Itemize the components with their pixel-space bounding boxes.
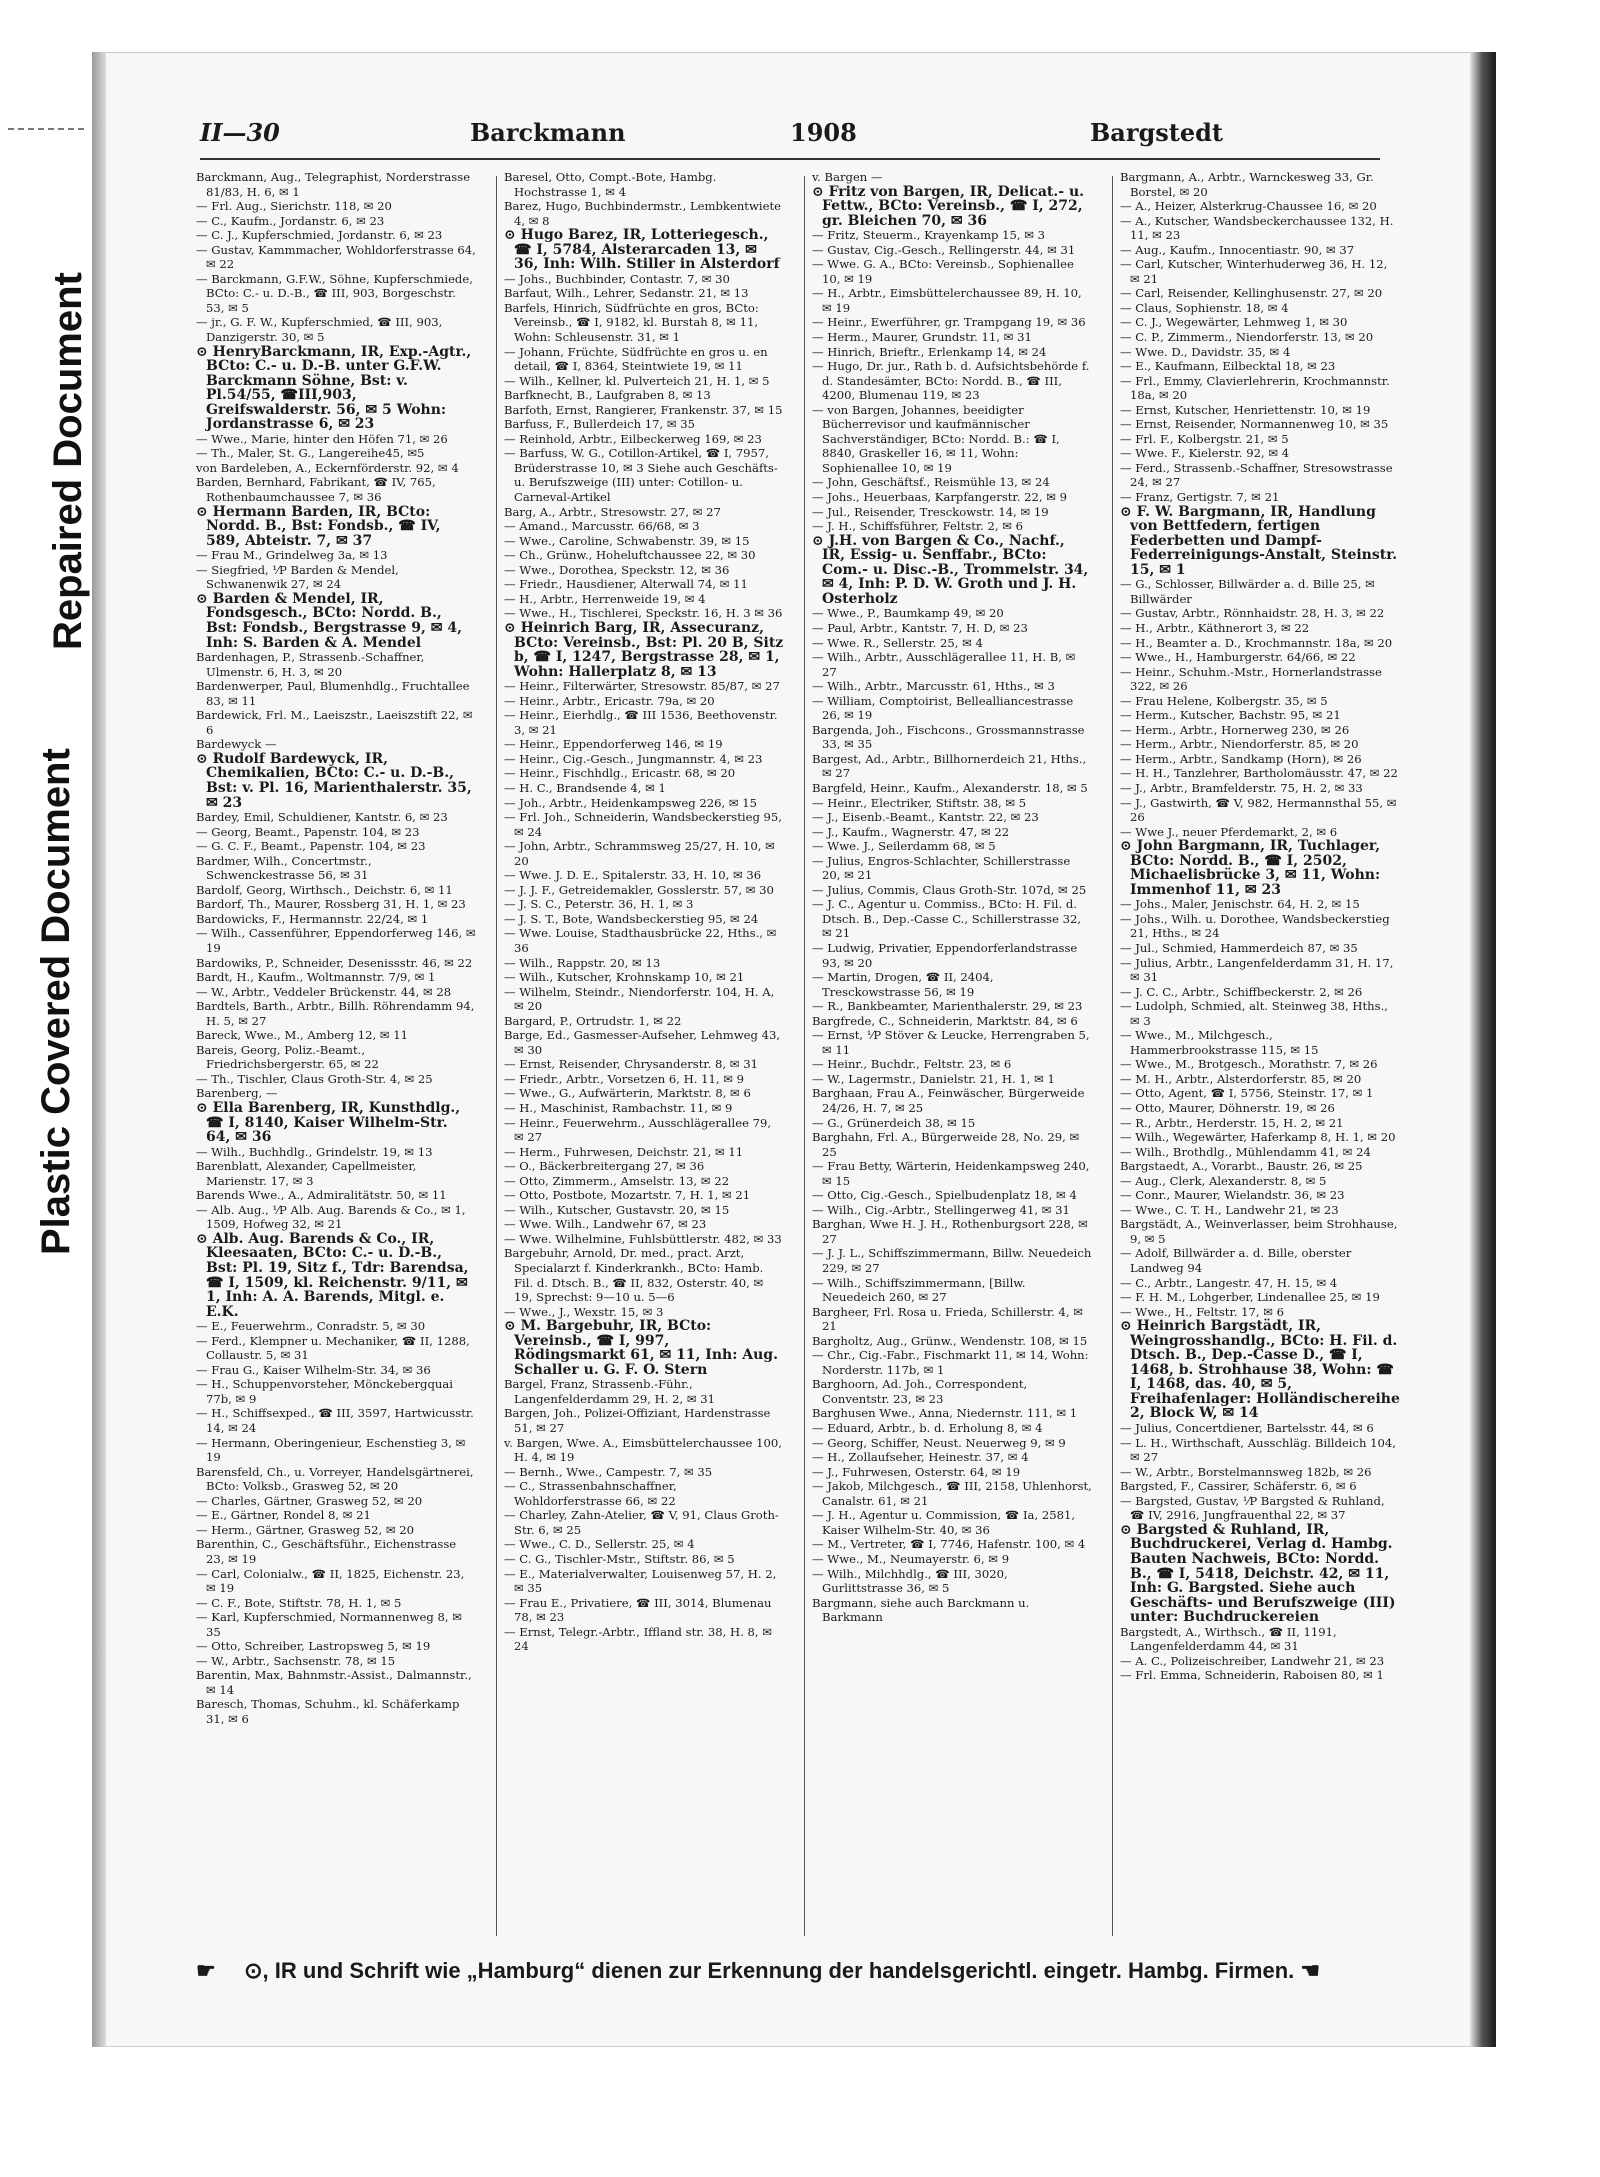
directory-columns — [196, 170, 1400, 1950]
directory-entry: — J. C., Agentur u. Commiss., BCto: H. Fil. d. Dtsch. B., Dep.-Casse C., Schillerstrasse 32, ✉ 21 — [812, 897, 1082, 941]
directory-entry: Barghaan, Frau A., Feinwäscher, Bürgerweide 24/26, H. 7, ✉ 25 — [812, 1086, 1085, 1115]
directory-entry: Barden, Bernhard, Fabrikant, ☎ IV, 765, Rothenbaumchaussee 7, ✉ 36 — [196, 475, 436, 505]
directory-entry: — Wwe., Marie, hinter den Höfen 71, ✉ 26 — [196, 431, 448, 446]
directory-entry: — H., Maschinist, Rambachstr. 11, ✉ 9 — [504, 1101, 733, 1115]
directory-entry: — Wwe., J., Wexstr. 15, ✉ 3 — [504, 1304, 664, 1319]
directory-entry: Bargstedt, A., Wirthsch., ☎ II, 1191, Langenfelderdamm 44, ✉ 31 — [1120, 1624, 1337, 1654]
directory-entry: — E., Feuerwehrm., Conradstr. 5, ✉ 30 — [196, 1319, 426, 1334]
directory-entry: — Herm., Arbtr., Niendorferstr. 85, ✉ 20 — [1120, 737, 1359, 752]
directory-entry: — Wilh., Arbtr., Marcusstr. 61, Hths., ✉ 3 — [812, 679, 1055, 694]
directory-entry: — von Bargen, Johannes, beeidigter Bücherrevisor und kaufmännischer Sachverständiger, BCto: Nordd. B.: ☎ I, 8840, Graskeller 16, ✉ 11, Wohn: Sophienallee 10, ✉ 19 — [812, 402, 1060, 475]
directory-entry: ⊙ J.H. von Bargen & Co., Nachf., IR, Essig- u. Senffabr., BCto: Com.- u. Disc.-B., Trommelstr. 34, ✉ 4, Inh: P. D. W. Groth und J. H. Osterholz — [812, 532, 1089, 607]
directory-entry: — Heinr., Electriker, Stiftstr. 38, ✉ 5 — [812, 795, 1027, 810]
directory-entry: — O., Bäckerbreitergang 27, ✉ 36 — [504, 1159, 705, 1174]
directory-entry: — Wilh., Arbtr., Ausschlägerallee 11, H. B, ✉ 27 — [812, 650, 1076, 679]
directory-entry: — C. J., Wegewärter, Lehmweg 1, ✉ 30 — [1120, 315, 1348, 330]
directory-entry: Bardey, Emil, Schuldiener, Kantstr. 6, ✉ 23 — [196, 810, 448, 825]
directory-entry: — A., Kutscher, Wandsbeckerchaussee 132, H. 11, ✉ 23 — [1120, 213, 1394, 243]
directory-entry: — Ferd., Klempner u. Mechaniker, ☎ II, 1288, Collaustr. 5, ✉ 31 — [196, 1333, 470, 1363]
directory-entry: Barfaut, Wilh., Lehrer, Sedanstr. 21, ✉ 13 — [504, 286, 749, 301]
directory-entry: — Adolf, Billwärder a. d. Bille, oberster Landweg 94 — [1120, 1246, 1352, 1276]
directory-entry: ⊙ Hugo Barez, IR, Lotteriegesch., ☎ I, 5784, Alsterarcaden 13, ✉ 36, Inh: Wilh. Stiller in Alsterdorf — [504, 227, 780, 273]
directory-entry: — Heinr., Arbtr., Ericastr. 79a, ✉ 20 — [504, 693, 715, 708]
directory-entry: — Herm., Maurer, Grundstr. 11, ✉ 31 — [812, 330, 1032, 345]
directory-entry: — J. H., Schiffsführer, Feltstr. 2, ✉ 6 — [812, 519, 1024, 534]
directory-entry: — Carl, Kutscher, Winterhuderweg 36, H. 12, ✉ 21 — [1120, 257, 1388, 286]
directory-entry: — Heinr., Eierhdlg., ☎ III 1536, Beethovenstr. 3, ✉ 21 — [504, 708, 778, 737]
column-1 — [196, 170, 476, 1950]
directory-entry: — J., Gastwirth, ☎ V, 982, Hermannsthal 55, ✉ 26 — [1120, 795, 1397, 825]
directory-entry: — Th., Maler, St. G., Langereihe45, ✉5 — [196, 446, 425, 461]
column-divider — [804, 176, 805, 1936]
directory-entry: — Wilh., Cassenführer, Eppendorferweg 146, ✉ 19 — [196, 926, 476, 955]
directory-entry: — Wilh., Brothdlg., Mühlendamm 41, ✉ 24 — [1120, 1144, 1371, 1159]
directory-entry: — H., Arbtr., Eimsbüttelerchaussee 89, H. 10, ✉ 19 — [812, 286, 1082, 315]
directory-entry: ⊙ Bargsted & Ruhland, IR, Buchdruckerei, Verlag d. Hambg. Bauten Nachweis, BCto: Nordd. B., ☎ I, 5418, Deichstr. 42, ✉ 11, Inh: G. Bargsted. Siehe auch Geschäfts- und Berufszweige (III) unter: Buchdruckereien — [1120, 1521, 1396, 1626]
directory-entry: — Frl. Aug., Sierichstr. 118, ✉ 20 — [196, 199, 392, 214]
directory-entry: — Wwe. F., Kielerstr. 92, ✉ 4 — [1120, 446, 1290, 461]
directory-entry: ⊙ Heinrich Barg, IR, Assecuranz, BCto: Vereinsb., Bst: Pl. 20 B, Sitz b, ☎ I, 1247, Bergstrasse 28, ✉ 1, Wohn: Hallerplatz 8, ✉ 13 — [504, 619, 784, 680]
page-header — [200, 118, 1380, 154]
directory-entry: Bargfeld, Heinr., Kaufm., Alexanderstr. 18, ✉ 5 — [812, 780, 1088, 795]
directory-entry: v. Bargen — — [812, 170, 883, 184]
directory-entry: — Ernst, ⅟P Stöver & Leucke, Herrengraben 5, ✉ 11 — [812, 1028, 1090, 1057]
directory-entry: — H., Arbtr., Herrenweide 19, ✉ 4 — [504, 591, 706, 606]
directory-entry: — Otto, Zimmerm., Amselstr. 13, ✉ 22 — [504, 1173, 730, 1188]
directory-entry: — Wwe., M., Milchgesch., Hammerbrookstrasse 115, ✉ 15 — [1120, 1028, 1319, 1057]
directory-entry: — J. J. F., Getreidemakler, Gosslerstr. 57, ✉ 30 — [504, 882, 774, 897]
directory-entry: — G., Schlosser, Billwärder a. d. Bille 25, ✉ Billwärder — [1120, 577, 1375, 606]
directory-entry: Barckmann, Aug., Telegraphist, Norderstrasse 81/83, H. 6, ✉ 1 — [196, 170, 471, 199]
directory-entry: — R., Arbtr., Herderstr. 15, H. 2, ✉ 21 — [1120, 1115, 1344, 1130]
directory-entry: Bargheer, Frl. Rosa u. Frieda, Schillerstr. 4, ✉ 21 — [812, 1304, 1083, 1334]
directory-entry: — Herm., Fuhrwesen, Deichstr. 21, ✉ 11 — [504, 1144, 744, 1159]
directory-entry: Barg, A., Arbtr., Stresowstr. 27, ✉ 27 — [504, 504, 721, 519]
directory-entry: — J., Fuhrwesen, Osterstr. 64, ✉ 19 — [812, 1464, 1021, 1479]
directory-entry: — C. F., Bote, Stiftstr. 78, H. 1, ✉ 5 — [196, 1595, 402, 1610]
directory-entry: ⊙ Rudolf Bardewyck, IR, Chemikalien, BCto: C.- u. D.-B., Bst: v. Pl. 16, Marienthalerstr. 35, ✉ 23 — [196, 750, 472, 811]
directory-entry: — Jul., Reisender, Tresckowstr. 14, ✉ 19 — [812, 504, 1049, 519]
directory-entry: Barfels, Hinrich, Südfrüchte en gros, BCto: Vereinsb., ☎ I, 9182, kl. Burstah 8, ✉ 11, Wohn: Schleusenstr. 31, ✉ 1 — [504, 300, 759, 345]
directory-entry: — Th., Tischler, Claus Groth-Str. 4, ✉ 25 — [196, 1071, 433, 1086]
directory-entry: — M. H., Arbtr., Alsterdorferstr. 85, ✉ 20 — [1120, 1071, 1362, 1086]
directory-entry: — Fritz, Steuerm., Krayenkamp 15, ✉ 3 — [812, 228, 1046, 243]
directory-entry: — Ludolph, Schmied, alt. Steinweg 38, Hths., ✉ 3 — [1120, 999, 1388, 1028]
directory-entry: — Wwe., P., Baumkamp 49, ✉ 20 — [812, 606, 1004, 621]
directory-entry: Bardewick, Frl. M., Laeiszstr., Laeiszstift 22, ✉ 6 — [196, 708, 473, 737]
directory-entry: — H. H., Tanzlehrer, Bartholomäusstr. 47, ✉ 22 — [1120, 766, 1398, 781]
directory-entry: — Wwe. Louise, Stadthausbrücke 22, Hths., ✉ 36 — [504, 926, 777, 955]
directory-entry: — L. H., Wirthschaft, Ausschläg. Billdeich 104, ✉ 27 — [1120, 1435, 1396, 1465]
directory-entry: ⊙ M. Bargebuhr, IR, BCto: Vereinsb., ☎ I, 997, Rödingsmarkt 61, ✉ 11, Inh: Aug. Schaller u. G. F. O. Stern — [504, 1318, 778, 1378]
directory-entry: Barge, Ed., Gasmesser-Aufseher, Lehmweg 43, ✉ 30 — [504, 1028, 781, 1057]
column-3 — [812, 170, 1092, 1950]
directory-entry: — E., Gärtner, Rondel 8, ✉ 21 — [196, 1508, 371, 1523]
repaired-label: Repaired Document — [46, 272, 90, 650]
directory-entry: — Hugo, Dr. jur., Rath b. d. Aufsichtsbehörde f. d. Standesämter, BCto: Nordd. B., ☎ III, 4200, Blumenau 119, ✉ 23 — [812, 359, 1090, 403]
directory-entry: ⊙ Fritz von Bargen, IR, Delicat.- u. Fettw., BCto: Vereinsb., ☎ I, 272, gr. Bleichen 70, ✉ 36 — [812, 183, 1085, 229]
directory-entry: — G. C. F., Beamt., Papenstr. 104, ✉ 23 — [196, 839, 426, 854]
directory-entry: — Wilh., Rappstr. 20, ✉ 13 — [504, 955, 661, 970]
directory-entry: Bardenwerper, Paul, Blumenhdlg., Fruchtallee 83, ✉ 11 — [196, 679, 470, 708]
directory-entry: — Wwe. D., Davidstr. 35, ✉ 4 — [1120, 344, 1291, 359]
directory-entry: — Wwe J., neuer Pferdemarkt, 2, ✉ 6 — [1120, 824, 1338, 839]
directory-entry: — William, Comptoirist, Bellealliancestrasse 26, ✉ 19 — [812, 693, 1074, 723]
directory-entry: — Barckmann, G.F.W., Söhne, Kupferschmiede, BCto: C.- u. D.-B., ☎ III, 903, Borgeschstr. 53, ✉ 5 — [196, 271, 473, 315]
directory-entry: — Bargsted, Gustav, ⅟P Bargsted & Ruhland, ☎ IV, 2916, Jungfrauenthal 22, ✉ 37 — [1120, 1493, 1385, 1523]
pointing-hand-icon: ☚ — [1300, 1958, 1321, 1983]
directory-entry: — Wilh., Cig.-Arbtr., Stellingerweg 41, ✉ 31 — [812, 1202, 1070, 1217]
directory-entry: — Wilh., Kutscher, Gustavstr. 20, ✉ 15 — [504, 1202, 730, 1217]
directory-entry: — Friedr., Arbtr., Vorsetzen 6, H. 11, ✉ 9 — [504, 1071, 745, 1086]
directory-entry: — Carl, Reisender, Kellinghusenstr. 27, ✉ 20 — [1120, 286, 1383, 301]
directory-entry: — J., Eisenb.-Beamt., Kantstr. 22, ✉ 23 — [812, 810, 1039, 825]
directory-entry: Bareis, Georg, Poliz.-Beamt., Friedrichsbergerstr. 65, ✉ 22 — [196, 1042, 379, 1072]
directory-entry: — C. G., Tischler-Mstr., Stiftstr. 86, ✉ 5 — [504, 1551, 735, 1566]
directory-entry: — Frau Helene, Kolbergstr. 35, ✉ 5 — [1120, 693, 1328, 708]
directory-entry: — Hermann, Oberingenieur, Eschenstieg 3, ✉ 19 — [196, 1435, 466, 1465]
directory-entry: — Martin, Drogen, ☎ II, 2404, Tresckowstrasse 56, ✉ 19 — [812, 970, 994, 999]
directory-entry: — Aug., Clerk, Alexanderstr. 8, ✉ 5 — [1120, 1173, 1327, 1188]
directory-entry: Bardolf, Georg, Wirthsch., Deichstr. 6, ✉ 11 — [196, 882, 453, 897]
directory-entry: — Friedr., Hausdiener, Alterwall 74, ✉ 11 — [504, 577, 748, 592]
directory-entry: — Heinr., Feuerwehrm., Ausschlägerallee 79, ✉ 27 — [504, 1115, 772, 1145]
header-name-right: Bargstedt — [1090, 118, 1223, 147]
footer-text: ⊙, IR und Schrift wie „Hamburg“ dienen zur Erkennung der handelsgerichtl. eingetr. Hambg. Firmen. — [244, 1958, 1295, 1983]
directory-entry: — Wwe., H., Hamburgerstr. 64/66, ✉ 22 — [1120, 650, 1356, 665]
directory-entry: — Jakob, Milchgesch., ☎ III, 2158, Uhlenhorst, Canalstr. 61, ✉ 21 — [812, 1479, 1092, 1508]
directory-entry: Bargard, P., Ortrudstr. 1, ✉ 22 — [504, 1013, 682, 1028]
directory-entry: Bardmer, Wilh., Concertmstr., Schwenckestrasse 56, ✉ 31 — [196, 853, 372, 883]
directory-entry: — E., Materialverwalter, Louisenweg 57, H. 2, ✉ 35 — [504, 1566, 777, 1596]
directory-entry: — Julius, Commis, Claus Groth-Str. 107d, ✉ 25 — [812, 882, 1087, 897]
directory-entry: — G., Grünerdeich 38, ✉ 15 — [812, 1115, 976, 1130]
directory-entry: — Wwe., C. T. H., Landwehr 21, ✉ 23 — [1120, 1202, 1339, 1217]
directory-entry: — Frl., Emmy, Clavierlehrerin, Krochmannstr. 18a, ✉ 20 — [1120, 373, 1390, 403]
directory-entry: — Heinr., Schuhm.-Mstr., Hornerlandstrasse 322, ✉ 26 — [1120, 664, 1382, 694]
directory-entry: Bargel, Franz, Strassenb.-Führ., Langenfelderdamm 29, H. 2, ✉ 31 — [504, 1377, 716, 1406]
directory-entry: — John, Geschäftsf., Reismühle 13, ✉ 24 — [812, 475, 1050, 490]
directory-entry: — Wilhelm, Steindr., Niendorferstr. 104, H. A, ✉ 20 — [504, 984, 775, 1014]
directory-entry: — Carl, Colonialw., ☎ II, 1825, Eichenstr. 23, ✉ 19 — [196, 1566, 465, 1596]
directory-entry: Bareck, Wwe., M., Amberg 12, ✉ 11 — [196, 1028, 408, 1043]
page-right-edge — [1470, 52, 1494, 2047]
page-number: II—30 — [200, 118, 280, 147]
directory-entry: — Heinr., Filterwärter, Stresowstr. 85/87, ✉ 27 — [504, 679, 780, 694]
directory-entry: — Frau M., Grindelweg 3a, ✉ 13 — [196, 548, 388, 563]
directory-entry: Bargebuhr, Arnold, Dr. med., pract. Arzt, Specialarzt f. Kinderkrankh., BCto: Hamb. Fil. d. Dtsch. B., ☎ II, 832, Osterstr. 40, ✉ 19, Sprechst: 9—10 u. 5—6 — [504, 1246, 764, 1305]
directory-entry: — J., Kaufm., Wagnerstr. 47, ✉ 22 — [812, 824, 1010, 839]
directory-entry: — Wwe., G., Aufwärterin, Marktstr. 8, ✉ 6 — [504, 1086, 751, 1101]
directory-entry: Bargsted, F., Cassirer, Schäferstr. 6, ✉ 6 — [1120, 1479, 1357, 1494]
directory-entry: — H., Beamter a. D., Krochmannstr. 18a, ✉ 20 — [1120, 635, 1393, 650]
directory-entry: — Wwe. R., Sellerstr. 25, ✉ 4 — [812, 635, 983, 650]
directory-entry: — Wwe. Wilh., Landwehr 67, ✉ 23 — [504, 1217, 707, 1232]
directory-entry: — Eduard, Arbtr., b. d. Erholung 8, ✉ 4 — [812, 1421, 1043, 1436]
directory-entry: — Joh., Arbtr., Heidenkampsweg 226, ✉ 15 — [504, 795, 758, 810]
directory-entry: Barenthin, C., Geschäftsführ., Eichenstrasse 23, ✉ 19 — [196, 1537, 457, 1566]
directory-entry: — Ernst, Reisender, Chrysanderstr. 8, ✉ 31 — [504, 1057, 758, 1072]
directory-entry: Bardt, H., Kaufm., Woltmannstr. 7/9, ✉ 1 — [196, 970, 436, 985]
directory-entry: ⊙ Barden & Mendel, IR, Fondsgesch., BCto: Nordd. B., Bst: Fondsb., Bergstrasse 9, ✉ 4, Inh: S. Barden & A. Mendel — [196, 590, 462, 651]
directory-entry: — Wilh., Kellner, kl. Pulverteich 21, H. 1, ✉ 5 — [504, 373, 770, 388]
directory-entry: Bargstädt, A., Weinverlasser, beim Strohhause, 9, ✉ 5 — [1120, 1217, 1398, 1246]
directory-entry: Barghahn, Frl. A., Bürgerweide 28, No. 29, ✉ 25 — [812, 1130, 1080, 1159]
directory-entry: — A., Heizer, Alsterkrug-Chaussee 16, ✉ 20 — [1120, 199, 1377, 214]
directory-entry: Barfknecht, B., Laufgraben 8, ✉ 13 — [504, 388, 711, 403]
directory-entry: Bardtels, Barth., Arbtr., Billh. Röhrendamm 94, H. 5, ✉ 27 — [196, 999, 475, 1028]
directory-entry: — Gustav, Kammmacher, Wohldorferstrasse 64, ✉ 22 — [196, 242, 476, 272]
directory-entry: — A. C., Polizeischreiber, Landwehr 21, ✉ 23 — [1120, 1653, 1385, 1668]
column-divider — [1112, 176, 1113, 1936]
directory-entry: — Alb. Aug., ⅟P Alb. Aug. Barends & Co., ✉ 1, 1509, Hofweg 32, ✉ 21 — [196, 1202, 466, 1232]
directory-entry: — R., Bankbeamter, Marienthalerstr. 29, ✉ 23 — [812, 999, 1083, 1014]
directory-entry: — C., Arbtr., Langestr. 47, H. 15, ✉ 4 — [1120, 1275, 1338, 1290]
directory-entry: — Georg, Beamt., Papenstr. 104, ✉ 23 — [196, 824, 420, 839]
directory-entry: — W., Arbtr., Borstelmannsweg 182b, ✉ 26 — [1120, 1464, 1372, 1479]
page-spine — [92, 52, 106, 2047]
directory-entry: — Wilh., Kutscher, Krohnskamp 10, ✉ 21 — [504, 970, 745, 985]
directory-entry: — Wilh., Milchhdlg., ☎ III, 3020, Gurlittstrasse 36, ✉ 5 — [812, 1566, 1008, 1596]
directory-entry: ⊙ Alb. Aug. Barends & Co., IR, Kleesaaten, BCto: C.- u. D.-B., Bst: Pl. 19, Sitz f., Tdr: Barendsa, ☎ I, 1509, kl. Reichenstr. 9/11, ✉ 1, Inh: A. A. Barends, Mitgl. e. E.K. — [196, 1230, 469, 1320]
directory-entry: — Ernst, Kutscher, Henriettenstr. 10, ✉ 19 — [1120, 402, 1371, 417]
directory-entry: — Frau G., Kaiser Wilhelm-Str. 34, ✉ 36 — [196, 1362, 431, 1377]
directory-entry: — W., Lagermstr., Danielstr. 21, H. 1, ✉ 1 — [812, 1071, 1055, 1086]
directory-entry: — H. C., Brandsende 4, ✉ 1 — [504, 780, 666, 795]
directory-entry: Barghusen Wwe., Anna, Niedernstr. 111, ✉ 1 — [812, 1406, 1078, 1421]
directory-entry: — Wilh., Wegewärter, Haferkamp 8, H. 1, ✉ 20 — [1120, 1130, 1396, 1145]
directory-entry: — Otto, Postbote, Mozartstr. 7, H. 1, ✉ 21 — [504, 1188, 751, 1203]
directory-entry: — Wilh., Buchhdlg., Grindelstr. 19, ✉ 13 — [196, 1144, 433, 1159]
directory-entry: — Herm., Arbtr., Sandkamp (Horn), ✉ 26 — [1120, 751, 1362, 766]
directory-entry: — J. S. T., Bote, Wandsbeckerstieg 95, ✉ 24 — [504, 911, 759, 926]
directory-entry: — Heinr., Fischhdlg., Ericastr. 68, ✉ 20 — [504, 766, 736, 781]
directory-entry: — jr., G. F. W., Kupferschmied, ☎ III, 903, Danzigerstr. 30, ✉ 5 — [196, 315, 443, 345]
directory-entry: — Wwe., M., Neumayerstr. 6, ✉ 9 — [812, 1551, 1010, 1566]
directory-entry: — Otto, Maurer, Döhnerstr. 19, ✉ 26 — [1120, 1101, 1335, 1115]
pointing-hand-icon: ☛ — [196, 1958, 216, 1983]
directory-entry: — Wwe., H., Tischlerei, Speckstr. 16, H. 3 ✉ 36 — [504, 606, 783, 621]
directory-entry: ⊙ Heinrich Bargstädt, IR, Weingrosshandlg., BCto: H. Fil. d. Dtsch. B., Dep.-Casse D., ☎ I, 1468, b. Strohhause 38, Wohn: ☎ I, 1468, das. 40, ✉ 5, Freihafenlager: Holländischereihe 2, Block W, ✉ 14 — [1120, 1318, 1400, 1422]
directory-entry: — Wwe., H., Feltstr. 17, ✉ 6 — [1120, 1304, 1284, 1319]
directory-entry: Barghoorn, Ad. Joh., Correspondent, Conventstr. 23, ✉ 23 — [812, 1377, 1028, 1406]
plastic-covered-label: Plastic Covered Document — [34, 748, 78, 1255]
directory-entry: — Ernst, Telegr.-Arbtr., Iffland str. 38, H. 8, ✉ 24 — [504, 1624, 772, 1654]
header-rule — [200, 158, 1380, 160]
directory-entry: Barenblatt, Alexander, Capellmeister, Marienstr. 17, ✉ 3 — [196, 1159, 417, 1188]
header-year: 1908 — [790, 118, 857, 147]
directory-entry: Bargenda, Joh., Fischcons., Grossmannstrasse 33, ✉ 35 — [812, 722, 1085, 752]
directory-entry: — Johs., Maler, Jenischstr. 64, H. 2, ✉ 15 — [1120, 897, 1360, 912]
directory-entry: — J. C. C., Arbtr., Schiffbeckerstr. 2, ✉ 26 — [1120, 984, 1363, 999]
directory-entry: — Gustav, Cig.-Gesch., Rellingerstr. 44, ✉ 31 — [812, 242, 1076, 257]
directory-entry: — F. H. M., Lohgerber, Lindenallee 25, ✉ 19 — [1120, 1290, 1380, 1305]
directory-entry: — Frau E., Privatiere, ☎ III, 3014, Blumenau 78, ✉ 23 — [504, 1595, 772, 1625]
directory-entry: — Wwe., Caroline, Schwabenstr. 39, ✉ 15 — [504, 533, 750, 548]
directory-entry: Barghan, Wwe H. J. H., Rothenburgsort 228, ✉ 27 — [812, 1217, 1088, 1246]
directory-entry: — Herm., Gärtner, Grasweg 52, ✉ 20 — [196, 1522, 415, 1537]
directory-entry: Barfuss, F., Bullerdeich 17, ✉ 35 — [504, 417, 696, 432]
page-footer — [196, 1958, 1386, 1994]
directory-entry: ⊙ F. W. Bargmann, IR, Handlung von Bettfedern, fertigen Federbetten und Dampf-Federreinigungs-Anstalt, Steinstr. 15, ✉ 1 — [1120, 503, 1398, 578]
directory-entry: von Bardeleben, A., Eckernförderstr. 92, ✉ 4 — [196, 460, 459, 475]
directory-entry: ⊙ John Bargmann, IR, Tuchlager, BCto: Nordd. B., ☎ I, 2502, Michaelisbrücke 3, ✉ 11, Wohn: Immenhof 11, ✉ 23 — [1120, 838, 1381, 898]
directory-entry: — Aug., Kaufm., Innocentiastr. 90, ✉ 37 — [1120, 242, 1355, 257]
next-page-edge — [1494, 52, 1600, 2047]
directory-entry: — Ferd., Strassenb.-Schaffner, Stresowstrasse 24, ✉ 27 — [1120, 460, 1393, 490]
directory-entry: — Heinr., Cig.-Gesch., Jungmannstr. 4, ✉ 23 — [504, 751, 763, 766]
directory-entry: — C., Kaufm., Jordanstr. 6, ✉ 23 — [196, 213, 385, 228]
directory-entry: — M., Vertreter, ☎ I, 7746, Hafenstr. 100, ✉ 4 — [812, 1537, 1086, 1552]
directory-entry: — J. J. L., Schiffszimmermann, Billw. Neuedeich 229, ✉ 27 — [812, 1246, 1092, 1276]
directory-entry: Barentin, Max, Bahnmstr.-Assist., Dalmannstr., ✉ 14 — [196, 1668, 472, 1697]
column-2 — [504, 170, 784, 1950]
directory-entry: — Wwe. J. D. E., Spitalerstr. 33, H. 10, ✉ 36 — [504, 868, 762, 883]
directory-entry: v. Bargen, Wwe. A., Eimsbüttelerchaussee 100, H. 4, ✉ 19 — [504, 1435, 782, 1465]
directory-entry: — Frl. F., Kolbergstr. 21, ✉ 5 — [1120, 431, 1289, 446]
directory-entry: — Frl. Joh., Schneiderin, Wandsbeckerstieg 95, ✉ 24 — [504, 810, 782, 839]
directory-entry: — W., Arbtr., Sachsenstr. 78, ✉ 15 — [196, 1653, 396, 1668]
directory-entry: Barez, Hugo, Buchbindermstr., Lembkentwiete 4, ✉ 8 — [504, 199, 781, 228]
directory-entry: — J. H., Agentur u. Commission, ☎ Ia, 2581, Kaiser Wilhelm-Str. 40, ✉ 36 — [812, 1508, 1076, 1537]
directory-entry: — Heinr., Buchdr., Feltstr. 23, ✉ 6 — [812, 1057, 1012, 1072]
directory-entry: — Herm., Arbtr., Hornerweg 230, ✉ 26 — [1120, 722, 1350, 737]
directory-entry: — C. P., Zimmerm., Niendorferstr. 13, ✉ 20 — [1120, 330, 1374, 345]
directory-entry: — Ernst, Reisender, Normannenweg 10, ✉ 35 — [1120, 417, 1389, 432]
directory-entry: — Chr., Cig.-Fabr., Fischmarkt 11, ✉ 14, Wohn: Norderstr. 117b, ✉ 1 — [812, 1348, 1089, 1377]
directory-entry: Bargfrede, C., Schneiderin, Marktstr. 84, ✉ 6 — [812, 1013, 1078, 1028]
directory-entry: — H., Zollaufseher, Heinestr. 37, ✉ 4 — [812, 1450, 1029, 1465]
directory-entry: — Wwe. Wilhelmine, Fuhlsbüttlerstr. 482, ✉ 33 — [504, 1231, 782, 1246]
directory-entry: — Charles, Gärtner, Grasweg 52, ✉ 20 — [196, 1493, 423, 1508]
directory-entry: — Julius, Arbtr., Langenfelderdamm 31, H. 17, ✉ 31 — [1120, 955, 1394, 985]
directory-entry: — Wwe. G. A., BCto: Vereinsb., Sophienallee 10, ✉ 19 — [812, 257, 1074, 286]
directory-entry: — Frau Betty, Wärterin, Heidenkampsweg 240, ✉ 15 — [812, 1159, 1090, 1188]
directory-entry: Barends Wwe., A., Admiralitätstr. 50, ✉ 11 — [196, 1188, 447, 1203]
directory-entry: — Jul., Schmied, Hammerdeich 87, ✉ 35 — [1120, 940, 1358, 955]
directory-entry: — J., Arbtr., Bramfelderstr. 75, H. 2, ✉ 33 — [1120, 780, 1363, 795]
directory-entry: — Herm., Kutscher, Bachstr. 95, ✉ 21 — [1120, 708, 1341, 723]
directory-entry: — Barfuss, W. G., Cotillon-Artikel, ☎ I, 7957, Brüderstrasse 10, ✉ 3 Siehe auch Geschäfts- u. Berufszweige (III) unter: Cotillon- u. Carneval-Artikel — [504, 446, 778, 505]
directory-entry: — Otto, Cig.-Gesch., Spielbudenplatz 18, ✉ 4 — [812, 1188, 1077, 1203]
directory-entry: Bardowiks, P., Schneider, Desenissstr. 46, ✉ 22 — [196, 955, 473, 970]
directory-entry: Bargest, Ad., Arbtr., Billhornerdeich 21, Hths., ✉ 27 — [812, 751, 1087, 781]
directory-entry: — Bernh., Wwe., Campestr. 7, ✉ 35 — [504, 1464, 713, 1479]
directory-entry: Bargen, Joh., Polizei-Offiziant, Hardenstrasse 51, ✉ 27 — [504, 1406, 771, 1436]
directory-entry: Barfoth, Ernst, Rangierer, Frankenstr. 37, ✉ 15 — [504, 402, 783, 417]
directory-entry: — J. S. C., Peterstr. 36, H. 1, ✉ 3 — [504, 897, 694, 912]
directory-entry: — Ludwig, Privatier, Eppendorferlandstrasse 93, ✉ 20 — [812, 940, 1078, 970]
directory-entry: — H., Arbtr., Käthnerort 3, ✉ 22 — [1120, 620, 1310, 635]
directory-entry: Bargmann, siehe auch Barckmann u. Barkmann — [812, 1595, 1030, 1625]
directory-entry: Bargholtz, Aug., Grünw., Wendenstr. 108, ✉ 15 — [812, 1333, 1088, 1348]
directory-entry: — Johann, Früchte, Südfrüchte en gros u. en detail, ☎ I, 8364, Steintwiete 19, ✉ 11 — [504, 344, 768, 374]
column-4 — [1120, 170, 1400, 1950]
directory-entry: — Siegfried, ⅟P Barden & Mendel, Schwanenwik 27, ✉ 24 — [196, 562, 399, 592]
directory-entry: — Wwe., Dorothea, Speckstr. 12, ✉ 36 — [504, 562, 730, 577]
directory-entry: — Gustav, Arbtr., Rönnhaidstr. 28, H. 3, ✉ 22 — [1120, 606, 1385, 621]
directory-entry: ⊙ Hermann Barden, IR, BCto: Nordd. B., Bst: Fondsb., ☎ IV, 589, Abteistr. 7, ✉ 37 — [196, 503, 441, 549]
directory-entry: — Amand., Marcusstr. 66/68, ✉ 3 — [504, 519, 700, 534]
directory-entry: — Wwe., C. D., Sellerstr. 25, ✉ 4 — [504, 1537, 695, 1552]
directory-entry: Bargmann, A., Arbtr., Warnckesweg 33, Gr. Borstel, ✉ 20 — [1120, 170, 1374, 199]
directory-entry: ⊙ Ella Barenberg, IR, Kunsthdlg., ☎ I, 8140, Kaiser Wilhelm-Str. 64, ✉ 36 — [196, 1100, 461, 1146]
directory-entry: — Johs., Heuerbaas, Karpfangerstr. 22, ✉ 9 — [812, 490, 1067, 505]
directory-entry: — Heinr., Ewerführer, gr. Trampgang 19, ✉ 36 — [812, 315, 1086, 330]
directory-entry: — Heinr., Eppendorferweg 146, ✉ 19 — [504, 737, 723, 752]
directory-entry: ⊙ HenryBarckmann, IR, Exp.-Agtr., BCto: C.- u. D.-B. unter G.F.W. Barckmann Söhne, Bst: v. Pl.54/55, ☎III,903, Greifswalderstr. 56, ✉ 5 Wohn: Jordanstrasse 6, ✉ 23 — [196, 343, 472, 433]
directory-entry: — Julius, Engros-Schlachter, Schillerstrasse 20, ✉ 21 — [812, 853, 1071, 883]
directory-entry: — Frl. Emma, Schneiderin, Raboisen 80, ✉ 1 — [1120, 1668, 1384, 1683]
directory-entry: — Johs., Wilh. u. Dorothee, Wandsbeckerstieg 21, Hths., ✉ 24 — [1120, 911, 1390, 941]
directory-entry: Bardewyck — — [196, 737, 277, 752]
directory-entry: — John, Arbtr., Schrammsweg 25/27, H. 10, ✉ 20 — [504, 839, 775, 868]
directory-entry: — Johs., Buchbinder, Contastr. 7, ✉ 30 — [504, 271, 730, 286]
directory-entry: — Georg, Schiffer, Neust. Neuerweg 9, ✉ 9 — [812, 1435, 1066, 1450]
directory-entry: Barenberg, — — [196, 1086, 278, 1101]
directory-entry: — Reinhold, Arbtr., Eilbeckerweg 169, ✉ 23 — [504, 431, 762, 446]
directory-entry: Bardorf, Th., Maurer, Rossberg 31, H. 1, ✉ 23 — [196, 897, 466, 912]
column-divider — [496, 176, 497, 1936]
directory-entry: — H., Schuppenvorsteher, Mönckebergquai 77b, ✉ 9 — [196, 1377, 453, 1406]
directory-entry: — Paul, Arbtr., Kantstr. 7, H. D, ✉ 23 — [812, 620, 1028, 635]
directory-entry: Bargstaedt, A., Vorarbt., Baustr. 26, ✉ 25 — [1120, 1159, 1363, 1174]
directory-entry: Baresel, Otto, Compt.-Bote, Hambg. Hochstrasse 1, ✉ 4 — [504, 170, 717, 199]
directory-entry: Baresch, Thomas, Schuhm., kl. Schäferkamp 31, ✉ 6 — [196, 1697, 460, 1726]
directory-entry: — C. J., Kupferschmied, Jordanstr. 6, ✉ 23 — [196, 228, 443, 243]
header-name-left: Barckmann — [470, 118, 626, 147]
directory-entry: — Otto, Agent, ☎ I, 5756, Steinstr. 17, ✉ 1 — [1120, 1086, 1374, 1101]
directory-entry: — Franz, Gertigstr. 7, ✉ 21 — [1120, 490, 1280, 505]
directory-entry: — Hinrich, Brieftr., Erlenkamp 14, ✉ 24 — [812, 344, 1047, 359]
directory-entry: — Claus, Sophienstr. 18, ✉ 4 — [1120, 300, 1289, 315]
directory-entry: Barensfeld, Ch., u. Vorreyer, Handelsgärtnerei, BCto: Volksb., Grasweg 52, ✉ 20 — [196, 1464, 474, 1494]
directory-entry: — W., Arbtr., Veddeler Brückenstr. 44, ✉ 28 — [196, 984, 452, 999]
directory-entry: — Otto, Schreiber, Lastropsweg 5, ✉ 19 — [196, 1639, 431, 1654]
directory-entry: — E., Kaufmann, Eilbecktal 18, ✉ 23 — [1120, 359, 1336, 374]
directory-entry: Bardowicks, F., Hermannstr. 22/24, ✉ 1 — [196, 911, 429, 926]
directory-entry: — C., Strassenbahnschaffner, Wohldorferstrasse 66, ✉ 22 — [504, 1479, 677, 1508]
directory-entry: — Charley, Zahn-Atelier, ☎ V, 91, Claus Groth-Str. 6, ✉ 25 — [504, 1508, 779, 1537]
directory-entry: — Julius, Concertdiener, Bartelsstr. 44, ✉ 6 — [1120, 1421, 1374, 1436]
directory-entry: — Karl, Kupferschmied, Normannenweg 8, ✉ 35 — [196, 1610, 462, 1639]
directory-entry: — Conr., Maurer, Wielandstr. 36, ✉ 23 — [1120, 1188, 1345, 1203]
directory-entry: — H., Schiffsexped., ☎ III, 3597, Hartwicusstr. 14, ✉ 24 — [196, 1406, 474, 1436]
directory-entry: Bardenhagen, P., Strassenb.-Schaffner, Ulmenstr. 6, H. 3, ✉ 20 — [196, 650, 425, 679]
directory-entry: — Ch., Grünw., Hoheluftchaussee 22, ✉ 30 — [504, 548, 756, 563]
directory-entry: — Wilh., Schiffszimmermann, [Billw. Neuedeich 260, ✉ 27 — [812, 1275, 1026, 1305]
directory-entry: — Wwe. J., Seilerdamm 68, ✉ 5 — [812, 839, 996, 854]
directory-entry: — Wwe., M., Brotgesch., Morathstr. 7, ✉ 26 — [1120, 1057, 1378, 1072]
